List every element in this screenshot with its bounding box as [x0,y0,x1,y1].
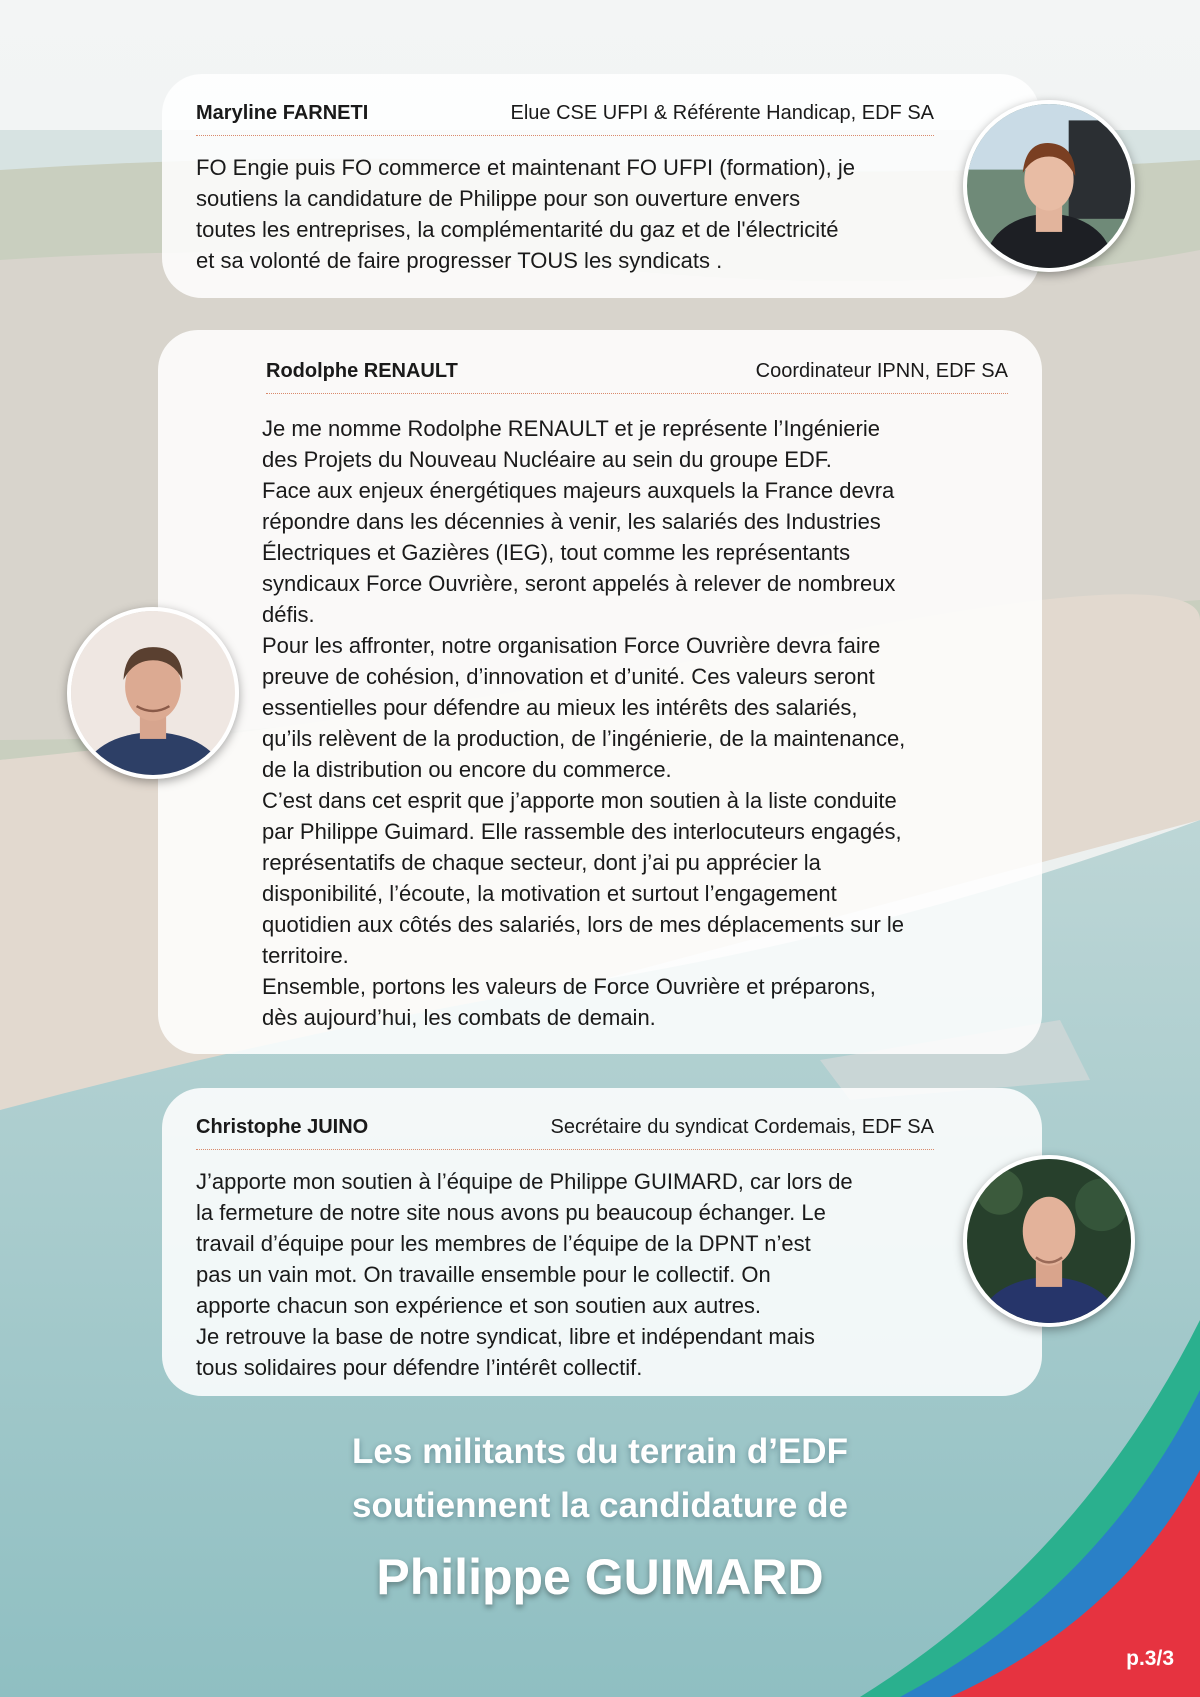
text-line: de la distribution ou encore du commerce. [262,757,672,782]
testimonial-header [196,102,934,136]
text-line: territoire. [262,943,349,968]
text-line: soutiens la candidature de Philippe pour son ouverture envers [196,186,801,211]
text-line: représentatifs de chaque secteur, dont j’ai pu apprécier la [262,850,821,875]
text-line: preuve de cohésion, d’innovation et d’unité. Ces valeurs seront [262,664,875,689]
author-role: Coordinateur IPNN, EDF SA [755,360,1008,382]
text-line: pas un vain mot. On travaille ensemble pour le collectif. On [196,1262,771,1287]
text-line: tous solidaires pour défendre l’intérêt collectif. [196,1355,643,1380]
text-line: toutes les entreprises, la complémentarité du gaz et de l'électricité [196,217,839,242]
testimonial-card-2 [158,330,1042,1054]
text-line: défis. [262,602,315,627]
text-line: syndicaux Force Ouvrière, seront appelés à relever de nombreux [262,571,896,596]
testimonial-card-1 [162,74,1040,298]
text-line: J’apporte mon soutien à l’équipe de Philippe GUIMARD, car lors de [196,1169,853,1194]
text-line: Je me nomme Rodolphe RENAULT et je représente l’Ingénierie [262,416,880,441]
text-line: et sa volonté de faire progresser TOUS les syndicats . [196,248,723,273]
avatar-christophe [963,1155,1135,1327]
text-line: Je retrouve la base de notre syndicat, libre et indépendant mais [196,1324,815,1349]
testimonial-text [196,1166,956,1383]
text-line: qu’ils relèvent de la production, de l’ingénierie, de la maintenance, [262,726,906,751]
text-line: disponibilité, l’écoute, la motivation et surtout l’engagement [262,881,837,906]
author-name: Christophe JUINO [196,1116,369,1138]
text-line: quotidien aux côtés des salariés, lors de mes déplacements sur le [262,912,905,937]
text-line: Pour les affronter, notre organisation Force Ouvrière devra faire [262,633,881,658]
testimonial-header [196,1116,934,1150]
text-line: Face aux enjeux énergétiques majeurs auxquels la France devra [262,478,895,503]
testimonial-card-3 [162,1088,1042,1396]
candidate-name: Philippe GUIMARD [376,1549,824,1605]
text-line: répondre dans les décennies à venir, les salariés des Industries [262,509,881,534]
text-line: par Philippe Guimard. Elle rassemble des interlocuteurs engagés, [262,819,902,844]
headline-line-2: soutiennent la candidature de [352,1486,848,1525]
text-line: la fermeture de notre site nous avons pu beaucoup échanger. Le [196,1200,826,1225]
author-name: Rodolphe RENAULT [266,360,458,382]
text-line: FO Engie puis FO commerce et maintenant FO UFPI (formation), je [196,155,855,180]
text-line: des Projets du Nouveau Nucléaire au sein du groupe EDF. [262,447,832,472]
headline-line-1: Les militants du terrain d’EDF [352,1432,848,1471]
author-name: Maryline FARNETI [196,102,369,124]
avatar-rodolphe [67,607,239,779]
testimonial-text [262,413,1032,1033]
text-line: Ensemble, portons les valeurs de Force Ouvrière et préparons, [262,974,876,999]
text-line: apporte chacun son expérience et son soutien aux autres. [196,1293,762,1318]
text-line: essentielles pour défendre au mieux les intérêts des salariés, [262,695,858,720]
text-line: C’est dans cet esprit que j’apporte mon soutien à la liste conduite [262,788,897,813]
text-line: Électriques et Gazières (IEG), tout comme les représentants [262,540,851,565]
text-line: dès aujourd’hui, les combats de demain. [262,1005,656,1030]
author-role: Elue CSE UFPI & Référente Handicap, EDF SA [510,102,934,124]
testimonial-header [266,360,1008,394]
author-role: Secrétaire du syndicat Cordemais, EDF SA [550,1116,934,1138]
avatar-maryline [963,100,1135,272]
testimonial-text [196,152,956,276]
text-line: travail d’équipe pour les membres de l’équipe de la DPNT n’est [196,1231,811,1256]
page-number: p.3/3 [1126,1647,1174,1670]
